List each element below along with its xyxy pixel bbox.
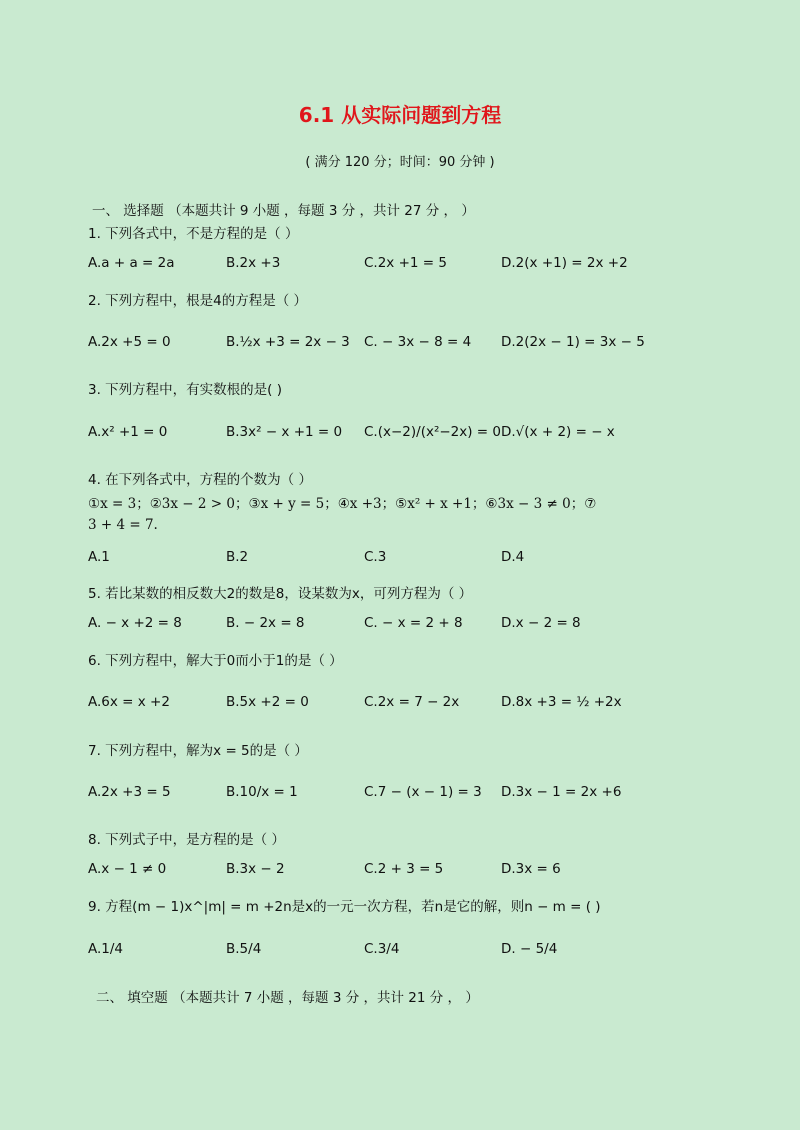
option-d: D.√(x + 2) = − x [501, 424, 615, 440]
section-heading-choice: 一、 选择题 （本题共计 9 小题 ，每题 3 分 ，共计 27 分 ， ） [92, 203, 475, 219]
option-a: A.1 [88, 549, 110, 565]
expression-list-line: ①x = 3；②3x − 2 > 0；③x + y = 5；④x +3；⑤x² + x +1；⑥3x − 3 ≠ 0；⑦ [88, 496, 597, 512]
option-b: B.10/x = 1 [226, 784, 298, 800]
question-options [88, 941, 748, 965]
question-stem: 3. 下列方程中，有实数根的是( ) [88, 382, 282, 398]
option-a: A.2x +5 = 0 [88, 334, 171, 350]
question-stem: 6. 下列方程中，解大于0而小于1的是（ ） [88, 653, 343, 669]
option-a: A.1/4 [88, 941, 124, 957]
option-a: A.6x = x +2 [88, 694, 170, 710]
option-b: B.3x − 2 [226, 861, 285, 877]
question-options [88, 694, 748, 718]
question-options [88, 784, 748, 808]
option-c: C.2 + 3 = 5 [364, 861, 444, 877]
option-c: C.(x−2)/(x²−2x) = 0 [364, 424, 501, 440]
page-title: 6.1 从实际问题到方程 [298, 103, 502, 127]
option-c: C.3/4 [364, 941, 400, 957]
option-a: A. − x +2 = 8 [88, 615, 182, 631]
option-a: A.x − 1 ≠ 0 [88, 861, 167, 877]
question-stem: 8. 下列式子中，是方程的是（ ） [88, 832, 285, 848]
option-d: D.2(2x − 1) = 3x − 5 [501, 334, 645, 350]
option-c: C.3 [364, 549, 387, 565]
option-c: C.2x = 7 − 2x [364, 694, 460, 710]
option-b: B.5/4 [226, 941, 262, 957]
option-d: D. − 5/4 [501, 941, 558, 957]
option-d: D.8x +3 = ½ +2x [501, 694, 622, 710]
question-options [88, 615, 748, 639]
question-options [88, 334, 748, 358]
option-b: B.5x +2 = 0 [226, 694, 309, 710]
question-stem: 5. 若比某数的相反数大2的数是8，设某数为x，可列方程为（ ） [88, 586, 473, 602]
section-heading-fill: 二、 填空题 （本题共计 7 小题 ，每题 3 分 ，共计 21 分 ， ） [96, 990, 479, 1006]
option-a: A.x² +1 = 0 [88, 424, 168, 440]
question-stem: 2. 下列方程中，根是4的方程是（ ） [88, 293, 308, 309]
option-a: A.2x +3 = 5 [88, 784, 171, 800]
option-c: C.7 − (x − 1) = 3 [364, 784, 482, 800]
option-c: C.2x +1 = 5 [364, 255, 447, 271]
question-stem: 1. 下列各式中，不是方程的是（ ） [88, 226, 299, 242]
option-b: B.2x +3 [226, 255, 281, 271]
option-b: B.½x +3 = 2x − 3 [226, 334, 350, 350]
option-d: D.4 [501, 549, 525, 565]
option-a: A.a + a = 2a [88, 255, 175, 271]
option-d: D.x − 2 = 8 [501, 615, 581, 631]
question-options [88, 255, 748, 279]
question-options [88, 549, 748, 573]
option-c: C. − x = 2 + 8 [364, 615, 463, 631]
option-d: D.3x − 1 = 2x +6 [501, 784, 622, 800]
option-b: B.2 [226, 549, 249, 565]
question-options [88, 424, 748, 448]
option-c: C. − 3x − 8 = 4 [364, 334, 472, 350]
option-d: D.3x = 6 [501, 861, 561, 877]
question-options [88, 861, 748, 885]
exam-meta: ( 满分 120 分；时间：90 分钟 ) [305, 155, 495, 170]
option-d: D.2(x +1) = 2x +2 [501, 255, 628, 271]
question-stem: 9. 方程(m − 1)x^|m| = m +2n是x的一元一次方程，若n是它的解，则n − m = ( ) [88, 899, 601, 915]
option-b: B. − 2x = 8 [226, 615, 305, 631]
question-stem: 4. 在下列各式中，方程的个数为（ ） [88, 472, 312, 488]
question-stem: 7. 下列方程中，解为x = 5的是（ ） [88, 743, 308, 759]
expression-list-line: 3 + 4 = 7. [88, 517, 158, 533]
option-b: B.3x² − x +1 = 0 [226, 424, 343, 440]
